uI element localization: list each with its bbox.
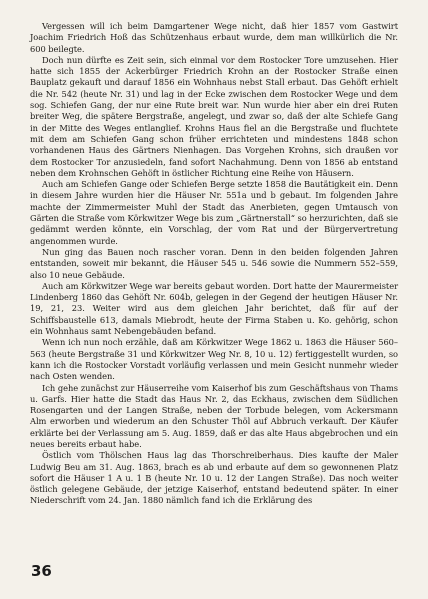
paragraph-4: Nun ging das Bauen noch rascher voran. Denn in den beiden folgenden Jahren entstanden, soweit mir bekannt, die Häuser 545 u. 546 sowie die Nummern 552–559, also 10 neue Gebäude. bbox=[30, 246, 398, 280]
paragraph-5: Auch am Körkwitzer Wege war bereits gebaut worden. Dort hatte der Maurermeister Lindenberg 1860 das Gehöft Nr. 604b, gelegen in der Gegend der heutigen Häuser Nr. 19, 21, 23. Weiter wird aus dem gleichen Jahr berichtet, daß für auf der Schiffsbaustelle 613, damals Miebrodt, heute der Firma Staben u. Ko. gehörig, schon ein Wohnhaus samt Nebengebäuden befand. bbox=[30, 280, 398, 337]
page-number: 36 bbox=[31, 562, 52, 580]
paragraph-6: Wenn ich nun noch erzähle, daß am Körkwitzer Wege 1862 u. 1863 die Häuser 560–563 (heute Bergstraße 31 und Körkwitzer Weg Nr. 8, 10 u. 12) fertiggestellt wurden, so kann ich die Rostocker Vorstadt vorläufig verlassen und mein Gesicht nunmehr wieder nach Osten wenden. bbox=[30, 337, 398, 382]
page-body bbox=[30, 21, 398, 507]
paragraph-2: Doch nun dürfte es Zeit sein, sich einmal vor dem Rostocker Tore umzusehen. Hier hatte sich 1855 der Ackerbürger Friedrich Krohn an der Rostocker Straße einen Bauplatz gekauft und darauf 1856 ein Wohnhaus nebst Stall erbaut. Das Gehöft erhielt die Nr. 542 (heute Nr. 31) und lag in der Ecke zwischen dem Rostocker Wege und dem sog. Schiefen Gang, der nur eine Rute breit war. Nun wurde hier aber ein drei Ruten breiter Weg, die spätere Bergstraße, angelegt, und zwar so, daß der alte Schiefe Gang in der Mitte des Weges entlanglief. Krohns Haus fiel an die Bergstraße und fluchtete mit dem am Schiefen Gang schon früher errichteten und mindestens 1848 schon vorhandenen Haus des Gärtners Nienhagen. Das Vorgehen Krohns, sich draußen vor dem Rostocker Tor anzusiedeln, fand sofort Nachahmung. Denn von 1856 ab entstand neben dem Krohnschen Gehöft in östlicher Richtung eine Reihe von Häusern. bbox=[30, 54, 398, 178]
paragraph-3: Auch am Schiefen Gange oder Schiefen Berge setzte 1858 die Bautätigkeit ein. Denn in diesem Jahre wurden hier die Häuser Nr. 551a und b gebaut. Im folgenden Jahre machte der Zimmermeister Muhl der Stadt das Anerbieten, gegen Umtausch von Gärten die Straße vom Körkwitzer Wege bis zum „Gärtnerstall“ so herzurichten, daß sie gedämmt werden könnte, ein Vorschlag, der vom Rat und der Bürgervertretung angenommen wurde. bbox=[30, 179, 398, 246]
paragraph-8: Östlich vom Thölschen Haus lag das Thorschreiberhaus. Dies kaufte der Maler Ludwig Beu am 31. Aug. 1863, brach es ab und erbaute auf dem so gewonnenen Platz sofort die Häuser 1 A u. 1 B (heute Nr. 10 u. 12 der Langen Straße). Das noch weiter östlich gelegene Gebäude, der jetzige Kaiserhof, entstand bedeutend später. In einer Niederschrift vom 24. Jan. 1880 nämlich fand ich die Erklärung des bbox=[30, 450, 398, 506]
paragraph-1: Vergessen will ich beim Damgartener Wege nicht, daß hier 1857 vom Gastwirt Joachim Friedrich Hoß das Schützenhaus erbaut wurde, dem man willkürlich die Nr. 600 beilegte. bbox=[30, 21, 398, 54]
paragraph-7: Ich gehe zunächst zur Häuserreihe vom Kaiserhof bis zum Geschäftshaus von Thams u. Garfs. Hier hatte die Stadt das Haus Nr. 2, das Eckhaus, zwischen dem Südlichen Rosengarten und der Langen Straße, neben der Torbude belegen, vom Ackersmann Alm erworben und wiederum an den Schuster Thöl auf Abbruch verkauft. Der Käufer erklärte bei der Verlassung am 5. Aug. 1859, daß er das alte Haus abgebrochen und ein neues bereits erbaut habe. bbox=[30, 382, 398, 449]
